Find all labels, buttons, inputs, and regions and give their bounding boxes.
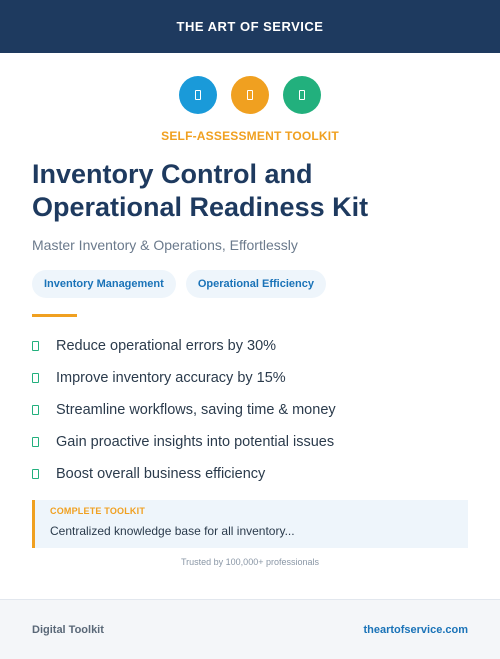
page-title [32, 158, 472, 224]
benefit-item [32, 362, 472, 394]
benefit-text: Boost overall business efficiency [56, 466, 266, 482]
green-circle-icon [283, 76, 321, 114]
green-glyph-icon [299, 90, 305, 100]
icon-row [0, 76, 500, 114]
benefit-text: Gain proactive insights into potential issues [56, 434, 335, 450]
benefit-text: Streamline workflows, saving time & money [56, 402, 336, 418]
blue-circle-icon [179, 76, 217, 114]
title-line-2: Operational Readiness Kit [32, 192, 369, 222]
check-icon [32, 341, 39, 351]
blue-glyph-icon [195, 90, 201, 100]
check-icon [32, 405, 39, 415]
benefit-list [32, 330, 472, 490]
toolkit-callout [32, 500, 468, 548]
check-icon [32, 469, 39, 479]
benefit-text: Improve inventory accuracy by 15% [56, 370, 286, 386]
tag-list [32, 270, 326, 298]
tag-inventory-management: Inventory Management [32, 270, 176, 298]
check-icon [32, 437, 39, 447]
website-link[interactable]: theartofservice.com [363, 623, 468, 636]
benefit-text: Reduce operational errors by 30% [56, 338, 277, 354]
footer-label: Digital Toolkit [32, 623, 104, 636]
benefit-item [32, 426, 472, 458]
benefit-item [32, 330, 472, 362]
callout-label: COMPLETE TOOLKIT [50, 506, 146, 516]
check-icon [32, 373, 39, 383]
eyebrow-label: SELF-ASSESSMENT TOOLKIT [161, 129, 339, 143]
brand-name: THE ART OF SERVICE [176, 19, 324, 34]
title-line-1: Inventory Control and [32, 159, 313, 189]
accent-divider [32, 314, 77, 317]
benefit-item [32, 394, 472, 426]
benefit-item [32, 458, 472, 490]
header-bar [0, 0, 500, 53]
callout-text: Centralized knowledge base for all inventory... [50, 524, 295, 538]
orange-glyph-icon [247, 90, 253, 100]
tag-operational-efficiency: Operational Efficiency [186, 270, 326, 298]
orange-circle-icon [231, 76, 269, 114]
subtitle: Master Inventory & Operations, Effortlessly [32, 237, 298, 253]
trusted-note: Trusted by 100,000+ professionals [180, 557, 319, 567]
footer-bar [0, 599, 500, 659]
